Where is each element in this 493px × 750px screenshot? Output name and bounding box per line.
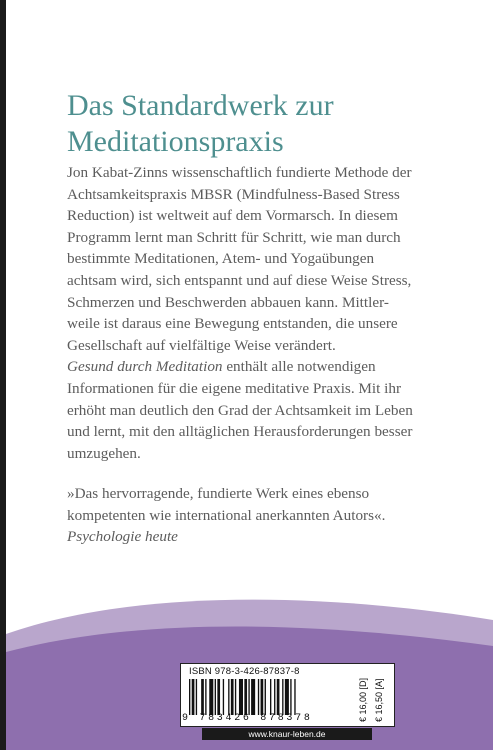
isbn-label: ISBN 978-3-426-87837-8: [189, 666, 300, 677]
blurb-line: Jon Kabat-Zinns wissenschaftlich fundierte Methode der: [67, 164, 412, 181]
blurb-line: und lernt, mit den alltäglichen Herausforderungen besser: [67, 423, 413, 441]
press-quote: [67, 483, 477, 548]
blurb-text: [67, 162, 467, 464]
blurb-line: Gesellschaft auf vielfältige Weise verändert.: [67, 336, 336, 354]
price-at: € 16,50 [A]: [374, 678, 384, 722]
cover-title-line-1: Das Standardwerk zur: [67, 89, 334, 122]
blurb-line: erhöht man deutlich den Grad der Achtsamkeit im Leben: [67, 401, 413, 419]
blurb-line: Reduction) ist weltweit auf dem Vormarsch. In diesem: [67, 207, 398, 225]
book-back-cover: [6, 0, 493, 750]
price-de: € 16,00 [D]: [358, 677, 368, 722]
blurb-line: [67, 356, 467, 378]
blurb-line: Programm lernt man Schritt für Schritt, wie man durch: [67, 228, 401, 246]
quote-source-italic: Psychologie heute: [67, 528, 178, 546]
blurb-line-rest: enthält alle notwendigen: [222, 358, 376, 376]
blurb-line: umzugehen.: [67, 444, 141, 462]
cover-title-line-2: Meditationspraxis: [67, 125, 284, 158]
blurb-line: achtsam wird, sich entspannt und auf diese Weise Stress,: [67, 271, 412, 289]
blurb-line: weile ist daraus eine Bewegung entstanden, die unsere: [67, 315, 398, 333]
barcode-bars: [189, 679, 345, 715]
blurb-line: Achtsamkeitspraxis MBSR (Mindfulness-Based Stress: [67, 185, 400, 203]
quote-source: [67, 526, 477, 548]
book-title-italic: Gesund durch Meditation: [67, 358, 223, 376]
cover-title: [67, 88, 467, 160]
publisher-website: www.knaur-leben.de: [202, 728, 372, 740]
ean-digits: 9 783426 878378: [182, 713, 313, 724]
quote-line-1: »Das hervorragende, fundierte Werk eines ebenso: [67, 485, 370, 502]
blurb-line: Informationen für die eigene meditative Praxis. Mit ihr: [67, 379, 402, 397]
barcode-box: [180, 663, 395, 727]
blurb-line: bestimmte Meditationen, Atem- und Yogaübungen: [67, 250, 375, 268]
quote-line-2: kompetenten wie international anerkannten Autors«.: [67, 506, 386, 524]
blurb-line: Schmerzen und Beschwerden abbauen kann. Mittler-: [67, 293, 389, 311]
price-labels: [352, 668, 392, 722]
